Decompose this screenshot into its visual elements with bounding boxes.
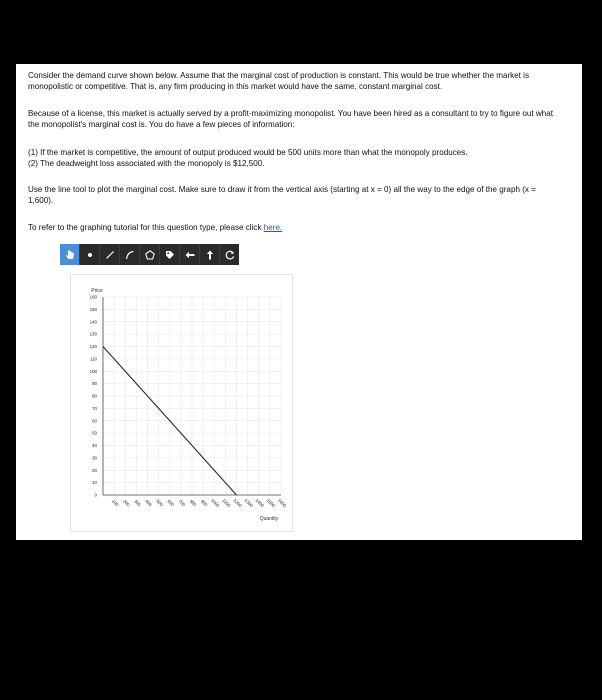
x-axis-label: Quantity [259,516,279,522]
y-tick-label: 150 [89,306,97,312]
x-tick-label: 400 [144,498,153,508]
redo-icon [204,249,216,261]
y-tick-label: 140 [89,319,97,325]
y-tick-label: 160 [89,294,97,300]
y-axis-label: Price [91,288,103,294]
tutorial-link[interactable]: here. [263,223,283,232]
license-text: Because of a license, this market is actually served by a profit-maximizing monopolist. You have been hired as a consultant to try to figure out what the monopolist's marginal cost is. You do have a few pieces of information: [28,109,554,130]
point-tool-icon [84,249,96,261]
x-tick-label: 700 [177,498,187,508]
x-tick-label: 900 [199,498,209,508]
info-list [28,147,556,170]
tutorial-line [28,222,556,233]
x-tick-label: 1200 [232,497,243,509]
polygon-tool-icon [144,249,156,261]
label-tool-button[interactable] [160,244,180,265]
curve-tool-icon [124,249,136,261]
x-tick-label: 800 [188,498,198,508]
y-tick-label: 50 [92,430,97,436]
label-tool-icon [164,249,176,261]
x-tick-label: 1400 [254,497,266,509]
y-tick-label: 10 [92,480,97,486]
question-panel [16,64,582,540]
x-tick-label: 100 [110,498,120,508]
y-tick-label: 80 [92,393,97,399]
x-tick-label: 1600 [276,497,288,509]
y-tick-label: 60 [92,418,97,424]
undo-icon [184,249,196,261]
instruction-paragraph [28,184,556,207]
graph-toolbar [60,244,239,265]
point-tool-button[interactable] [80,244,100,265]
y-tick-label: 100 [89,368,97,374]
x-tick-label: 1500 [265,497,277,509]
intro-paragraph [28,70,556,93]
undo-button[interactable] [180,244,200,265]
curve-tool-button[interactable] [120,244,140,265]
reset-icon [224,249,236,261]
intro-text: Consider the demand curve shown below. Assume that the marginal cost of production is constant. This would be true whether the market is monopolistic or competitive. That is, any firm producing in this market would have the same, constant marginal cost. [28,71,530,92]
x-tick-label: 500 [155,498,165,508]
reset-button[interactable] [220,244,239,265]
tutorial-text: To refer to the graphing tutorial for this question type, please click [28,223,262,232]
y-tick-label: 40 [92,443,97,449]
y-tick-label: 110 [90,356,97,362]
y-tick-label: 0 [94,492,97,498]
pointer-tool-icon [64,249,76,261]
graph-canvas[interactable] [70,274,293,532]
y-tick-label: 120 [89,344,97,350]
y-tick-label: 20 [92,467,97,473]
x-tick-label: 300 [133,498,142,508]
x-tick-label: 600 [166,498,176,508]
x-tick-label: 200 [121,498,131,508]
y-tick-label: 30 [92,455,97,461]
x-tick-label: 1300 [243,497,254,509]
pointer-tool-button[interactable] [60,244,80,265]
demand-graph[interactable] [71,275,292,531]
info-item-1: (1) If the market is competitive, the amount of output produced would be 500 units more than what the monopoly produces. [28,148,468,157]
y-tick-label: 90 [92,381,97,387]
license-paragraph [28,108,556,131]
tutorial-paragraph [28,222,556,233]
x-tick-label: 1000 [210,497,221,509]
x-tick-label: 1100 [221,497,232,509]
redo-button[interactable] [200,244,220,265]
y-tick-label: 130 [89,331,97,337]
y-tick-label: 70 [92,405,97,411]
instruction-text: Use the line tool to plot the marginal cost. Make sure to draw it from the vertical axis (starting at x = 0) all the way to the edge of the graph (x = 1,600). [28,185,536,206]
line-tool-icon [104,249,116,261]
line-tool-button[interactable] [100,244,120,265]
polygon-tool-button[interactable] [140,244,160,265]
info-item-2: (2) The deadweight loss associated with the monopoly is $12,500. [28,159,265,169]
